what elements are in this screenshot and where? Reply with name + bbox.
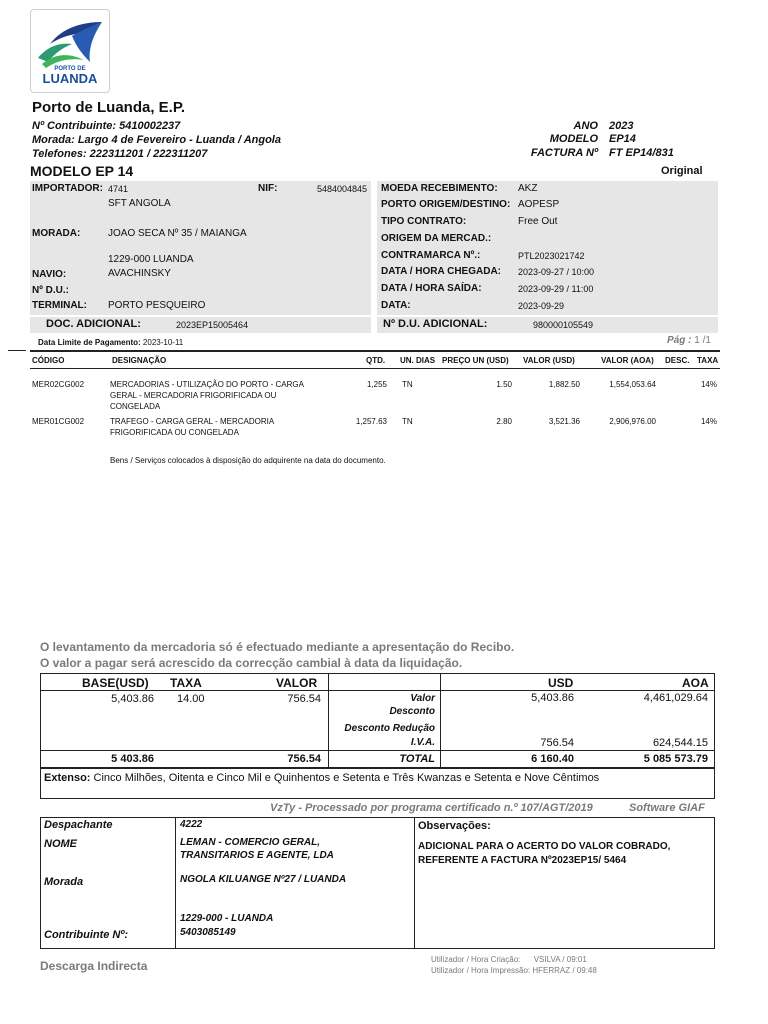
- desconto-reducao-label: Desconto Redução: [344, 723, 435, 734]
- total-usd-value: 6 160.40: [531, 753, 574, 765]
- modelo-value: EP14: [609, 133, 636, 145]
- taxa-header: TAXA: [170, 676, 202, 690]
- limite-label: Data Limite de Pagamento:: [38, 338, 141, 347]
- total-label: TOTAL: [399, 753, 435, 765]
- base-usd-header: BASE(USD): [82, 676, 149, 690]
- col-taxa: TAXA: [697, 356, 719, 365]
- nif-label: NIF:: [258, 183, 278, 194]
- saida-label: DATA / HORA SAÍDA:: [381, 283, 482, 294]
- summary-divider-1: [328, 673, 329, 767]
- summary-total-rule-bottom: [40, 767, 715, 769]
- total-valor-value: 756.54: [287, 753, 321, 765]
- data-label: DATA:: [381, 300, 411, 311]
- col-preco: PREÇO UN (USD): [442, 356, 509, 365]
- contribuinte-label: Contribuinte Nº:: [44, 929, 129, 941]
- factura-label: FACTURA Nº: [530, 147, 598, 159]
- navio-label: NAVIO:: [32, 269, 67, 280]
- importador-label: IMPORTADOR:: [32, 183, 103, 194]
- doc-adicional-value: 2023EP15005464: [176, 320, 249, 330]
- valor-value: 756.54: [287, 693, 321, 705]
- summary-total-rule-top: [40, 750, 715, 751]
- limite-pagamento: [38, 338, 183, 347]
- extenso-label: Extenso:: [44, 772, 91, 784]
- doc-adicional-label: DOC. ADICIONAL:: [46, 318, 141, 330]
- row-designacao-2: FRIGORIFICADA OU CONGELADA: [110, 428, 239, 437]
- valor-row-label: Valor: [410, 693, 435, 704]
- col-un-dias: UN. DIAS: [400, 356, 436, 365]
- table-header-rule: [30, 368, 720, 369]
- importer-panel: [30, 181, 371, 315]
- valor-header: VALOR: [276, 676, 318, 690]
- descarga-indirecta: Descarga Indirecta: [40, 959, 148, 973]
- factura-value: FT EP14/831: [609, 147, 674, 159]
- despachante-morada-1: NGOLA KILUANGE Nº27 / LUANDA: [180, 874, 347, 885]
- left-mark-line: [8, 350, 26, 351]
- importador-name: SFT ANGOLA: [108, 198, 171, 209]
- original-label: Original: [661, 165, 703, 177]
- company-name: Porto de Luanda, E.P.: [32, 99, 186, 116]
- base-usd-value: 5,403.86: [111, 693, 154, 705]
- notice-line-1: O levantamento da mercadoria só é efectuado mediante a apresentação do Recibo.: [40, 640, 515, 654]
- chegada-value: 2023-09-27 / 10:00: [518, 267, 595, 277]
- terminal-value: PORTO PESQUEIRO: [108, 300, 206, 311]
- utilizador-criacao: Utilizador / Hora Criação: VSILVA / 09:01: [431, 955, 587, 964]
- row-valor-usd: 3,521.36: [548, 417, 580, 426]
- morada-city: 1229-000 LUANDA: [108, 254, 194, 265]
- morada-label: MORADA:: [32, 228, 81, 239]
- modelo-label: MODELO: [549, 133, 598, 145]
- desconto-label: Desconto: [389, 706, 435, 717]
- row-qtd: 1,257.63: [355, 417, 387, 426]
- despachante-label: Despachante: [44, 819, 113, 831]
- tipo-label: TIPO CONTRATO:: [381, 216, 467, 227]
- usd-header: USD: [548, 676, 574, 690]
- row-preco: 1.50: [496, 380, 512, 389]
- notice-line-2: O valor a pagar será acrescido da correcção cambial à data da liquidação.: [40, 656, 463, 670]
- col-valor-usd: VALOR (USD): [523, 356, 575, 365]
- col-designacao: DESIGNAÇÃO: [112, 356, 167, 365]
- col-valor-aoa: VALOR (AOA): [601, 356, 654, 365]
- saida-value: 2023-09-29 / 11:00: [518, 284, 594, 294]
- tipo-value: Free Out: [518, 216, 558, 227]
- utilizador-impressao: Utilizador / Hora Impressão: HFERRAZ / 09:48: [431, 966, 597, 975]
- logo-big-text: LUANDA: [42, 71, 98, 86]
- contramarca-value: PTL2023021742: [518, 251, 585, 261]
- row-qtd: 1,255: [366, 380, 387, 389]
- moeda-value: AKZ: [518, 183, 538, 194]
- extenso-value: Cinco Milhões, Oitenta e Cinco Mil e Quinhentos e Setenta e Três Kwanzas e Setenta e Nove Cêntimos: [93, 772, 600, 784]
- valor-usd-value: 5,403.86: [531, 692, 574, 704]
- importador-code: 4741: [108, 184, 129, 194]
- porto-label: PORTO ORIGEM/DESTINO:: [381, 199, 511, 210]
- morada-value: JOAO SECA Nº 35 / MAIANGA: [108, 228, 247, 239]
- table-top-rule: [30, 350, 720, 352]
- row-valor-usd: 1,882.50: [548, 380, 580, 389]
- despachante-morada-label: Morada: [44, 876, 84, 888]
- limite-value: 2023-10-11: [142, 338, 184, 347]
- page-value: 1 /1: [694, 335, 711, 346]
- du-adicional-label: Nº D.U. ADICIONAL:: [383, 318, 488, 330]
- table-note: Bens / Serviços colocados à disposição do adquirente na data do documento.: [110, 456, 386, 465]
- wave-logo-icon: [32, 14, 110, 74]
- porto-value: AOPESP: [518, 199, 560, 210]
- col-codigo: CÓDIGO: [32, 356, 65, 365]
- row-taxa: 14%: [700, 380, 717, 389]
- row-codigo: MER01CG002: [32, 417, 85, 426]
- ano-label: ANO: [573, 120, 598, 132]
- despachante-code: 4222: [180, 819, 203, 830]
- nome-label: NOME: [44, 838, 77, 850]
- row-valor-aoa: 1,554,053.64: [609, 380, 656, 389]
- du-adicional-value: 980000105549: [533, 320, 594, 330]
- row-designacao-2: GERAL - MERCADORIA FRIGORIFICADA OU: [110, 391, 277, 400]
- row-codigo: MER02CG002: [32, 380, 85, 389]
- observacoes-divider: [414, 817, 415, 949]
- summary-header-rule: [40, 690, 715, 691]
- row-designacao-1: TRAFEGO - CARGA GERAL - MERCADORIA: [110, 417, 275, 426]
- moeda-label: MOEDA RECEBIMENTO:: [381, 183, 498, 194]
- row-taxa: 14%: [700, 417, 717, 426]
- modelo-title: MODELO EP 14: [30, 163, 134, 179]
- origem-label: ORIGEM DA MERCAD.:: [381, 233, 492, 244]
- col-desc: DESC.: [665, 356, 690, 365]
- company-contribuinte: Nº Contribuinte: 5410002237: [32, 120, 181, 132]
- terminal-label: TERMINAL:: [32, 300, 87, 311]
- navio-value: AVACHINSKY: [108, 268, 171, 279]
- nome-line-1: LEMAN - COMERCIO GERAL,: [180, 837, 320, 848]
- summary-divider-2: [440, 673, 441, 767]
- extenso: [44, 772, 599, 784]
- iva-usd-value: 756.54: [540, 737, 574, 749]
- du-label: Nº D.U.:: [32, 285, 69, 296]
- row-un: TN: [402, 417, 413, 426]
- company-logo: [30, 9, 110, 93]
- observacoes-text-1: ADICIONAL PARA O ACERTO DO VALOR COBRADO,: [418, 841, 671, 852]
- software-text: Software GIAF: [629, 802, 705, 814]
- contramarca-label: CONTRAMARCA Nº.:: [381, 250, 481, 261]
- observacoes-label: Observações:: [418, 820, 491, 832]
- ano-value: 2023: [609, 120, 634, 132]
- iva-label: I.V.A.: [410, 737, 435, 748]
- page-indicator: [667, 335, 711, 346]
- page-label: Pág :: [667, 335, 692, 346]
- row-designacao-3: CONGELADA: [110, 402, 161, 411]
- nome-line-2: TRANSITARIOS E AGENTE, LDA: [180, 850, 334, 861]
- nif-value: 5484004845: [316, 184, 367, 194]
- row-un: TN: [402, 380, 413, 389]
- certified-text: VzTy - Processado por programa certificado n.º 107/AGT/2019: [270, 802, 593, 814]
- company-morada: Morada: Largo 4 de Fevereiro - Luanda / Angola: [32, 134, 281, 146]
- row-valor-aoa: 2,906,976.00: [609, 417, 656, 426]
- despachante-box: [40, 817, 715, 949]
- data-value: 2023-09-29: [518, 301, 565, 311]
- valor-aoa-value: 4,461,029.64: [643, 692, 708, 704]
- chegada-label: DATA / HORA CHEGADA:: [381, 266, 501, 277]
- total-base-value: 5 403.86: [111, 753, 154, 765]
- iva-aoa-value: 624,544.15: [652, 737, 708, 749]
- row-preco: 2.80: [496, 417, 512, 426]
- despachante-divider: [175, 817, 176, 949]
- aoa-header: AOA: [682, 676, 709, 690]
- row-designacao-1: MERCADORIAS - UTILIZAÇÃO DO PORTO - CARGA: [110, 380, 304, 389]
- col-qtd: QTD.: [366, 356, 386, 365]
- despachante-morada-2: 1229-000 - LUANDA: [180, 913, 274, 924]
- contribuinte-value: 5403085149: [180, 927, 236, 938]
- company-telefones: Telefones: 222311201 / 222311207: [32, 148, 208, 160]
- logo-small-text: PORTO DE: [54, 66, 86, 72]
- observacoes-text-2: REFERENTE A FACTURA Nº2023EP15/ 5464: [418, 855, 627, 866]
- taxa-value: 14.00: [177, 693, 205, 705]
- total-aoa-value: 5 085 573.79: [643, 753, 708, 765]
